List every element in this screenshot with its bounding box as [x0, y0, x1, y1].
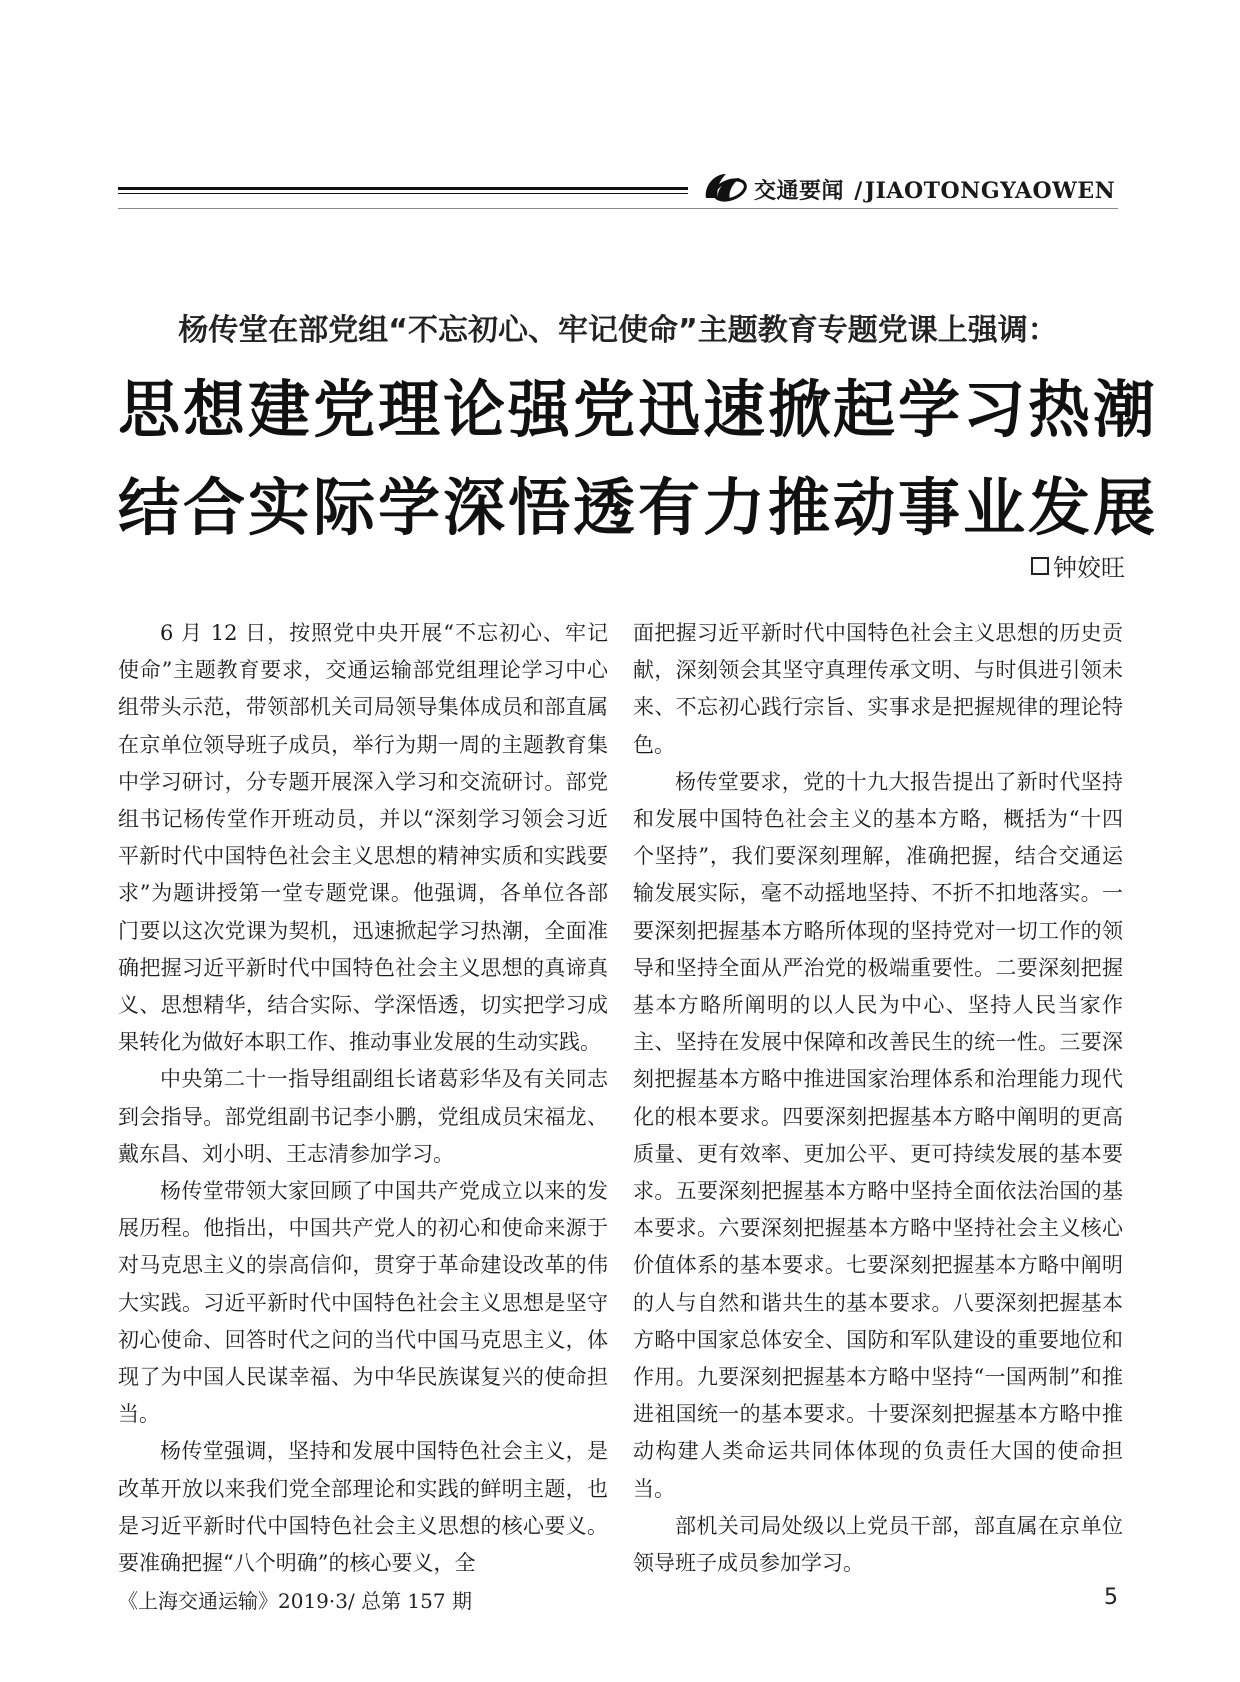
- byline-author: 钟姣旺: [1053, 554, 1125, 582]
- article-headline-line-1: 思想建党理论强党迅速掀起学习热潮: [118, 373, 1159, 446]
- article-kicker: 杨传堂在部党组“不忘初心、牢记使命”主题教育专题党课上强调：: [178, 313, 1058, 348]
- body-paragraph: 6 月 12 日，按照党中央开展“不忘初心、牢记使命”主题教育要求，交通运输部党组理论学习中心组带头示范，带领部机关司局领导集体成员和部直属在京单位领导班子成员，举行为期一周的主题教育集中学习研讨，分专题开展深入学习和交流研讨。部党组书记杨传堂作开班动员，并以“深刻学习领会习近平新时代中国特色社会主义思想的精神实质和实践要求”为题讲授第一堂专题党课。他强调，各单位各部门要以这次党课为契机，迅速掀起学习热潮，全面准确把握习近平新时代中国特色社会主义思想的真谛真义、思想精华，结合实际、学深悟透，切实把学习成果转化为做好本职工作、推动事业发展的生动实践。: [118, 621, 608, 1055]
- body-paragraph: 杨传堂强调，坚持和发展中国特色社会主义，是改革开放以来我们党全部理论和实践的鲜明主题，也是习近平新时代中国特色社会主义思想的核心要义。要准确把握“八个明确”的核心要义，全: [118, 1439, 608, 1576]
- body-column-right: [633, 615, 1123, 1582]
- article-headline-line-2: 结合实际学深悟透有力推动事业发展: [118, 471, 1159, 544]
- section-title-cn: 交通要闻: [754, 178, 845, 204]
- page-number: 5: [1104, 1585, 1118, 1610]
- body-column-left: [118, 615, 608, 1582]
- article-byline: [1031, 548, 1125, 583]
- section-title-separator: /: [854, 178, 863, 204]
- section-header: [118, 168, 1118, 212]
- section-title: [754, 174, 1115, 205]
- header-rule: [118, 187, 688, 194]
- body-paragraph: 杨传堂要求，党的十九大报告提出了新时代坚持和发展中国特色社会主义的基本方略，概括为“十四个坚持”，我们要深刻理解，准确把握，结合交通运输发展实际，毫不动摇地坚持、不折不扣地落实。一要深刻把握基本方略所体现的坚持党对一切工作的领导和坚持全面从严治党的极端重要性。二要深刻把握基本方略所阐明的以人民为中心、坚持人民当家作主、坚持在发展中保障和改善民生的统一性。三要深刻把握基本方略中推进国家治理体系和治理能力现代化的根本要求。四要深刻把握基本方略中阐明的更高质量、更有效率、更加公平、更可持续发展的基本要求。五要深刻把握基本方略中坚持全面依法治国的基本要求。六要深刻把握基本方略中坚持社会主义核心价值体系的基本要求。七要深刻把握基本方略中阐明的人与自然和谐共生的基本要求。八要深刻把握基本方略中国家总体安全、国防和军队建设的重要地位和作用。九要深刻把握基本方略中坚持“一国两制”和推进祖国统一的基本要求。十要深刻把握基本方略中推动构建人类命运共同体体现的负责任大国的使命担当。: [633, 769, 1123, 1501]
- header-divider: [118, 208, 1118, 209]
- section-title-en: JIAOTONGYAOWEN: [864, 178, 1116, 204]
- body-paragraph-continued: 面把握习近平新时代中国特色社会主义思想的历史贡献，深刻领会其坚守真理传承文明、与时俱进引领未来、不忘初心践行宗旨、实事求是把握规律的理论特色。: [633, 621, 1123, 757]
- body-paragraph: 杨传堂带领大家回顾了中国共产党成立以来的发展历程。他指出，中国共产党人的初心和使命来源于对马克思主义的崇高信仰，贯穿于革命建设改革的伟大实践。习近平新时代中国特色社会主义思想是坚守初心使命、回答时代之问的当代中国马克思主义，体现了为中国人民谋幸福、为中华民族谋复兴的使命担当。: [118, 1179, 608, 1427]
- body-paragraph: 部机关司局处级以上党员干部，部直属在京单位领导班子成员参加学习。: [633, 1513, 1123, 1576]
- body-paragraph: 中央第二十一指导组副组长诸葛彩华及有关同志到会指导。部党组副书记李小鹏，党组成员宋福龙、戴东昌、刘小明、王志清参加学习。: [118, 1067, 608, 1166]
- byline-box-icon: [1031, 557, 1049, 575]
- publication-footer: 《上海交通运输》2019·3/ 总第 157 期: [118, 1589, 472, 1613]
- jiaotong-logo-icon: [700, 168, 750, 208]
